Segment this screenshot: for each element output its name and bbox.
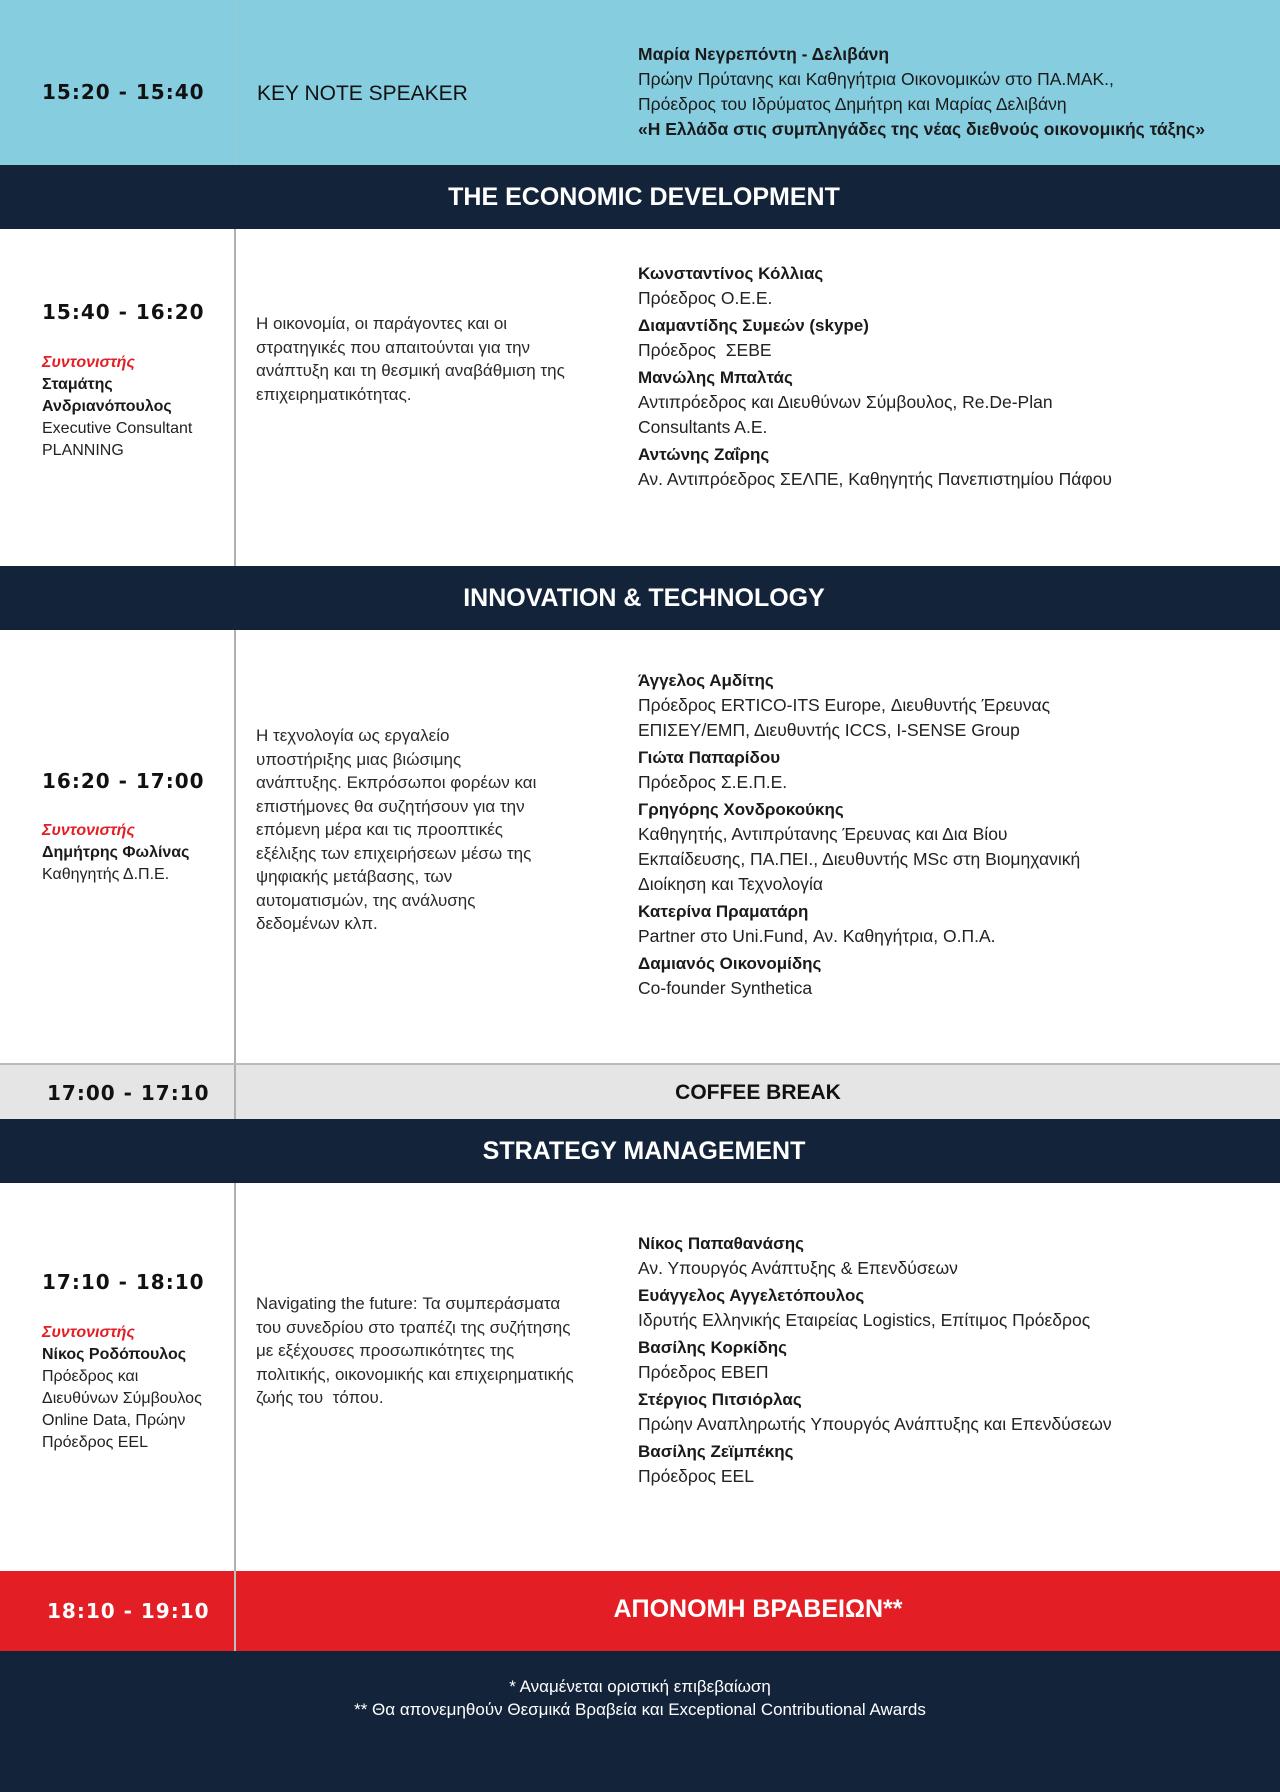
speaker-role: Co-founder Synthetica [638,978,813,998]
description-line: ανάπτυξη και τη θεσμική αναβάθμιση της [256,361,565,380]
speaker [638,1335,1258,1385]
description-line: ζωής του τόπου. [256,1388,384,1407]
speaker-role: Πρόεδρος Σ.Ε.Π.Ε. [638,772,788,792]
speaker-role: Αντιπρόεδρος και Διευθύνων Σύμβουλος, Re.De-Plan [638,392,1053,412]
session-description [256,724,596,936]
moderator-role: Online Data, Πρώην [42,1412,186,1429]
session-banner-strategy [0,1119,1280,1183]
speaker-role: Πρόεδρος ERTICO-ITS Europe, Διευθυντής Έρευνας [638,695,1051,715]
awards-label: ΑΠΟΝΟΜΗ ΒΡΑΒΕΙΩΝ** [613,1595,903,1623]
description-line: Η οικονομία, οι παράγοντες και οι [256,314,508,333]
keynote-speaker-role: Πρόεδρος του Ιδρύματος Δημήτρη και Μαρίας Δελιβάνη [638,94,1067,114]
footer-note: * Αναμένεται οριστική επιβεβαίωση [509,1677,771,1696]
speaker-name: Ευάγγελος Αγγελετόπουλος [638,1286,865,1305]
keynote-speaker-name: Μαρία Νεγρεπόντη - Δελιβάνη [638,44,890,64]
description-line: ανάπτυξης. Εκπρόσωποι φορέων και [256,773,537,792]
session-title: THE ECONOMIC DEVELOPMENT [448,183,840,211]
session-description [256,312,596,406]
speaker-role: Πρόεδρος ΣΕΒΕ [638,340,772,360]
speaker [638,261,1258,311]
description-line: δεδομένων κλπ. [256,914,378,933]
description-line: επιχειρηματικότητας. [256,384,412,404]
moderator-block [42,352,232,462]
description-line: με εξέχουσες προσωπικότητες της [256,1341,515,1360]
speaker-role: Consultants A.E. [638,417,768,437]
speaker-role: Εκπαίδευσης, ΠΑ.ΠΕΙ., Διευθυντής MSc στη Βιομηχανική [638,849,1081,869]
session-time: 16:20 - 17:00 [42,769,205,793]
speaker [638,1387,1258,1437]
moderator-block [42,820,232,886]
session-time-cell [0,630,236,1063]
speaker-role: Διοίκηση και Τεχνολογία [638,874,824,894]
description-line: Η τεχνολογία ως εργαλείο [256,726,450,745]
speaker-role: Καθηγητής, Αντιπρύτανης Έρευνας και Δια Βίου [638,824,1008,844]
speaker-name: Γιώτα Παπαρίδου [638,748,781,767]
speaker-name: Κατερίνα Πραματάρη [638,902,809,921]
speaker-list [638,668,1258,1003]
moderator-name: Νίκος Ροδόπουλος [42,1346,187,1363]
session-strategy-row [0,1183,1280,1571]
description-line: υποστήριξης μιας βιώσιμης [256,749,462,769]
description-line: στρατηγικές που απαιτούνται για την [256,337,531,357]
session-title: INNOVATION & TECHNOLOGY [463,584,825,612]
moderator-block [42,1322,232,1454]
session-economic-row [0,229,1280,566]
speaker-role: ΕΠΙΣΕΥ/ΕΜΠ, Διευθυντής ICCS, I-SENSE Group [638,720,1020,740]
session-description [256,1292,616,1410]
moderator-role: Πρόεδρος και [42,1368,139,1385]
speaker-name: Νίκος Παπαθανάσης [638,1234,804,1253]
speaker-list [638,1231,1258,1491]
description-line: του συνεδρίου στο τραπέζι της συζήτησης [256,1317,571,1337]
session-time-cell [0,229,236,566]
session-banner-innovation [0,566,1280,630]
footer-note: ** Θα απονεμηθούν Θεσμικά Βραβεία και Exceptional Contributional Awards [354,1700,926,1719]
session-time: 17:10 - 18:10 [42,1270,205,1294]
coffee-break-row [0,1063,1280,1119]
keynote-speaker [638,42,1258,142]
moderator-name: Δημήτρης Φωλίνας [42,844,190,861]
coffee-time-cell [0,1065,236,1119]
speaker [638,313,1258,363]
description-line: επιστήμονες θα συζητήσουν για την [256,796,525,816]
description-line: επόμενη μέρα και τις προοπτικές [256,820,503,839]
speaker-role: Πρώην Αναπληρωτής Υπουργός Ανάπτυξης και Επενδύσεων [638,1414,1112,1434]
moderator-role: Executive Consultant [42,420,193,437]
moderator-name: Σταμάτης [42,376,113,393]
description-line: Navigating the future: Τα συμπεράσματα [256,1294,561,1313]
speaker [638,745,1258,795]
coffee-time: 17:00 - 17:10 [47,1081,210,1105]
speaker-role: Αν. Υπουργός Ανάπτυξης & Επενδύσεων [638,1258,958,1278]
keynote-time: 15:20 - 15:40 [42,80,205,104]
moderator-label: Συντονιστής [42,354,135,371]
footer [0,1651,1280,1792]
moderator-label: Συντονιστής [42,1324,135,1341]
awards-time: 18:10 - 19:10 [47,1599,210,1623]
description-line: ψηφιακής μετάβασης, των [256,867,453,886]
session-title: STRATEGY MANAGEMENT [482,1137,806,1165]
speaker [638,365,1258,440]
keynote-speaker-role: Πρώην Πρύτανης και Καθηγήτρια Οικονομικών στο ΠΑ.ΜΑΚ., [638,69,1114,89]
keynote-time-cell [0,0,236,165]
awards-time-cell [0,1571,236,1651]
moderator-name: Ανδριανόπουλος [42,398,172,415]
moderator-role: Πρόεδρος EEL [42,1434,148,1451]
speaker-name: Άγγελος Αμδίτης [638,671,774,690]
moderator-role: PLANNING [42,442,124,459]
speaker-name: Βασίλης Κορκίδης [638,1338,788,1357]
speaker-name: Στέργιος Πιτσιόρλας [638,1390,802,1409]
description-line: πολιτικής, οικονομικής και επιχειρηματικής [256,1364,574,1384]
description-line: αυτοματισμών, της ανάλυσης [256,890,476,910]
speaker-role: Ιδρυτής Ελληνικής Εταιρείας Logistics, Επίτιμος Πρόεδρος [638,1310,1091,1330]
speaker-list [638,261,1258,494]
description-line: εξέλιξης των επιχειρήσεων μέσω της [256,843,532,863]
speaker [638,951,1258,1001]
speaker-role: Πρόεδρος EEL [638,1466,754,1486]
speaker-name: Μανώλης Μπαλτάς [638,368,793,387]
speaker-role: Αν. Αντιπρόεδρος ΣΕΛΠΕ, Καθηγητής Πανεπιστημίου Πάφου [638,469,1112,489]
speaker-name: Κωνσταντίνος Κόλλιας [638,264,824,283]
speaker-name: Βασίλης Ζεϊμπέκης [638,1442,794,1461]
moderator-role: Διευθύνων Σύμβουλος [42,1390,202,1407]
session-banner-economic [0,165,1280,229]
speaker [638,797,1258,897]
coffee-label: COFFEE BREAK [675,1081,841,1104]
awards-row [0,1571,1280,1651]
speaker [638,442,1258,492]
moderator-role: Καθηγητής Δ.Π.Ε. [42,866,170,883]
keynote-label: KEY NOTE SPEAKER [257,82,468,105]
speaker [638,668,1258,743]
speaker [638,1231,1258,1281]
session-time-cell [0,1183,236,1571]
moderator-label: Συντονιστής [42,822,135,839]
speaker-name: Γρηγόρης Χονδροκούκης [638,800,844,819]
speaker-name: Διαμαντίδης Συμεών (skype) [638,316,869,335]
speaker-role: Πρόεδρος Ο.Ε.Ε. [638,288,773,308]
keynote-talk-title: «Η Ελλάδα στις συμπληγάδες της νέας διεθνούς οικονομικής τάξης» [638,119,1205,139]
speaker-role: Partner στο Uni.Fund, Αν. Καθηγήτρια, Ο.Π.Α. [638,926,996,946]
speaker [638,1439,1258,1489]
speaker [638,1283,1258,1333]
speaker-role: Πρόεδρος ΕΒΕΠ [638,1362,769,1382]
session-time: 15:40 - 16:20 [42,300,205,324]
keynote-row [0,0,1280,165]
speaker-name: Αντώνης Ζαΐρης [638,445,770,464]
speaker-name: Δαμιανός Οικονομίδης [638,954,822,973]
session-innovation-row [0,630,1280,1063]
speaker [638,899,1258,949]
